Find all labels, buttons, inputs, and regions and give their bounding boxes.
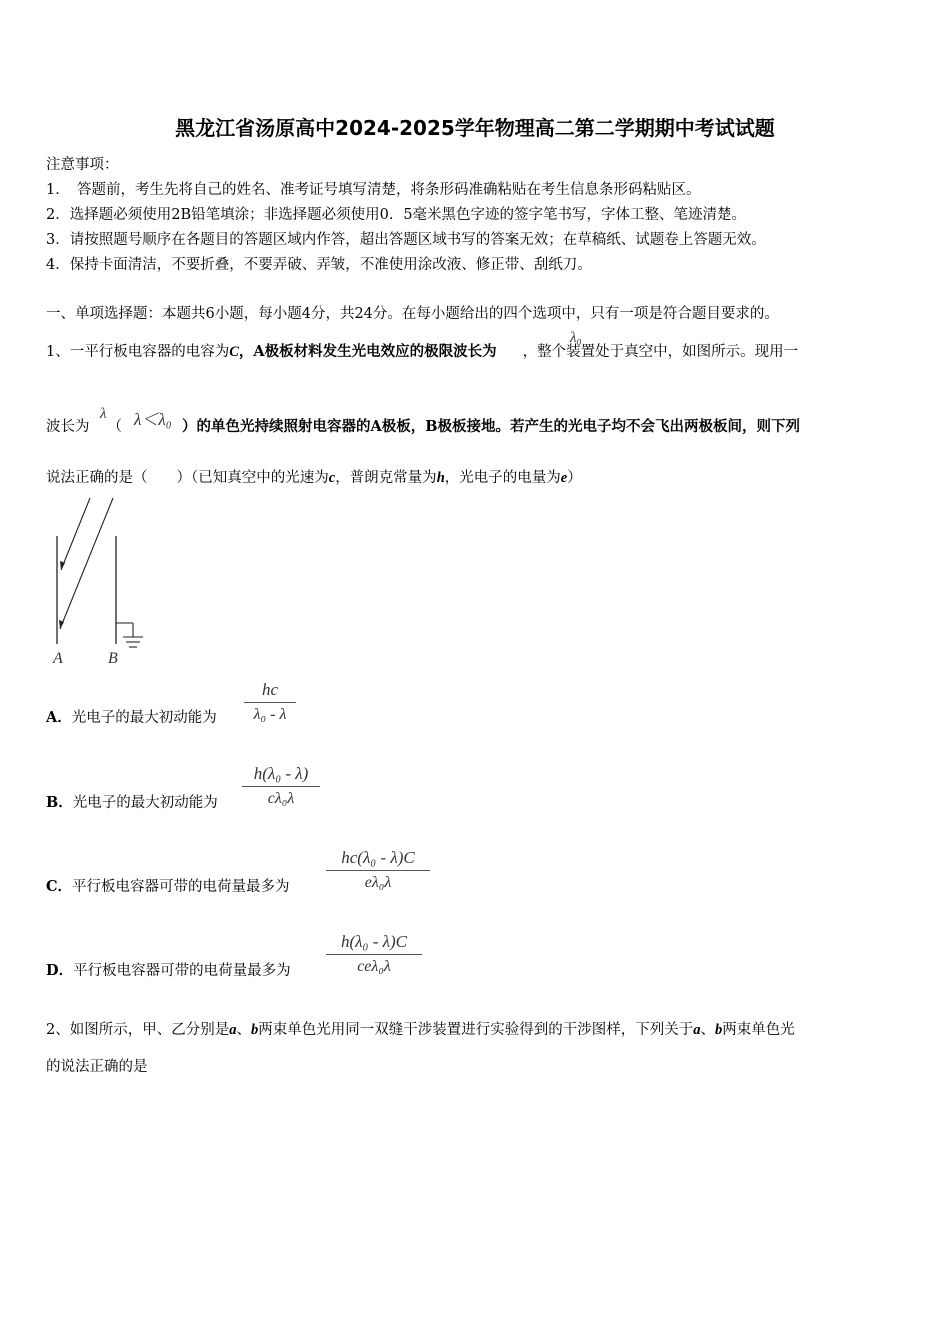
lambda-condition: λ＜λ₀ bbox=[134, 410, 172, 429]
exam-title: 黑龙江省汤原高中2024-2025学年物理高二第二学期期中考试试题 bbox=[175, 116, 775, 140]
label-b: B bbox=[108, 650, 118, 667]
notice-item-2: 2．选择题必须使用2B铅笔填涂；非选择题必须使用0．5毫米黑色字迹的签字笔书写，字体工整、笔迹清楚。 bbox=[46, 207, 747, 223]
option-d-text: 平行板电容器可带的电荷量最多为 bbox=[73, 963, 291, 979]
q1-text-b: ，A极板材料发生光电效应的极限波长为 bbox=[238, 343, 497, 360]
capacitor-diagram bbox=[40, 492, 160, 672]
option-c-denominator: eλ₀λ bbox=[364, 874, 392, 891]
lambda-symbol: λ bbox=[100, 406, 107, 422]
option-a-fraction bbox=[244, 680, 296, 724]
q1-text-c: ，整个装置处于真空中，如图所示。现用一 bbox=[522, 344, 799, 360]
q1-line3-b: ，普朗克常量为 bbox=[335, 470, 437, 486]
option-c-numerator: hc(λ₀ - λ)C bbox=[341, 848, 415, 867]
option-b-denominator: cλ₀λ bbox=[267, 790, 295, 807]
q1-line-1 bbox=[46, 340, 798, 361]
q1-line3-a: 说法正确的是（ ）（已知真空中的光速为 bbox=[46, 470, 329, 486]
light-ray-1 bbox=[61, 498, 90, 570]
option-a-text: 光电子的最大初动能为 bbox=[71, 710, 217, 726]
q1-line2-b: （ bbox=[107, 419, 122, 435]
q2-text-c: 两束单色光 bbox=[722, 1022, 795, 1038]
q2-text-a: 2、如图所示，甲、乙分别是 bbox=[46, 1022, 230, 1038]
option-d-label: D． bbox=[46, 962, 74, 979]
q1-line3-end: ） bbox=[567, 470, 582, 486]
option-d bbox=[46, 959, 291, 980]
q2-line-2: 的说法正确的是 bbox=[46, 1059, 148, 1075]
notice-item-4: 4．保持卡面清洁，不要折叠，不要弄破、弄皱，不准使用涂改液、修正带、刮纸刀。 bbox=[46, 257, 592, 273]
q2-sep-2: 、 bbox=[700, 1022, 715, 1038]
light-ray-2 bbox=[60, 498, 113, 629]
option-b-label: B． bbox=[46, 794, 73, 811]
q1-capacitance-symbol: C bbox=[229, 344, 239, 360]
q1-line-3 bbox=[46, 466, 582, 487]
notice-heading: 注意事项： bbox=[46, 157, 119, 173]
option-b-fraction bbox=[242, 764, 320, 808]
option-c-label: C． bbox=[46, 878, 73, 895]
option-a bbox=[46, 706, 217, 727]
q2-text-b: 两束单色光用同一双缝干涉装置进行实验得到的干涉图样，下列关于 bbox=[258, 1022, 694, 1038]
option-d-fraction bbox=[326, 932, 422, 976]
planck-symbol: h bbox=[436, 470, 445, 486]
option-d-denominator: ceλ₀λ bbox=[357, 958, 391, 975]
section-heading: 一、单项选择题：本题共6小题，每小题4分，共24分。在每小题给出的四个选项中，只有一项是符合题目要求的。 bbox=[46, 306, 779, 322]
option-d-numerator: h(λ₀ - λ)C bbox=[341, 932, 407, 951]
option-b bbox=[46, 791, 218, 812]
q2-sep-1: 、 bbox=[236, 1022, 251, 1038]
notice-item-3: 3．请按照题号顺序在各题目的答题区域内作答，超出答题区域书写的答案无效；在草稿纸、试题卷上答题无效。 bbox=[46, 232, 766, 248]
q1-line2-a: 波长为 bbox=[46, 419, 90, 435]
lambda0-symbol: λ₀ bbox=[570, 330, 582, 346]
q2-b-symbol-1: b bbox=[250, 1022, 259, 1038]
q2-a-symbol-2: a bbox=[693, 1022, 701, 1038]
q1-line2-c: ）的单色光持续照射电容器的A极板，B极板接地。若产生的光电子均不会飞出两极板间，则下列 bbox=[182, 418, 801, 435]
option-a-numerator: hc bbox=[261, 680, 279, 699]
option-c bbox=[46, 875, 290, 896]
option-b-text: 光电子的最大初动能为 bbox=[72, 795, 218, 811]
q1-line3-d: ，光电子的电量为 bbox=[444, 470, 561, 486]
q2-a-symbol-1: a bbox=[229, 1022, 237, 1038]
q2-line-1 bbox=[46, 1018, 795, 1039]
light-speed-symbol: c bbox=[328, 470, 336, 486]
option-c-text: 平行板电容器可带的电荷量最多为 bbox=[72, 879, 290, 895]
q1-text-a: 1、一平行板电容器的电容为 bbox=[46, 344, 230, 360]
option-b-numerator: h(λ₀ - λ) bbox=[253, 764, 309, 783]
q2-b-symbol-2: b bbox=[714, 1022, 723, 1038]
option-a-denominator: λ₀ - λ bbox=[253, 706, 287, 723]
label-a: A bbox=[53, 650, 63, 667]
charge-symbol: e bbox=[560, 470, 568, 486]
option-c-fraction bbox=[326, 848, 430, 892]
notice-item-1: 1． 答题前，考生先将自己的姓名、准考证号填写清楚，将条形码准确粘贴在考生信息条形码粘贴区。 bbox=[46, 182, 701, 198]
option-a-label: A． bbox=[46, 709, 72, 726]
